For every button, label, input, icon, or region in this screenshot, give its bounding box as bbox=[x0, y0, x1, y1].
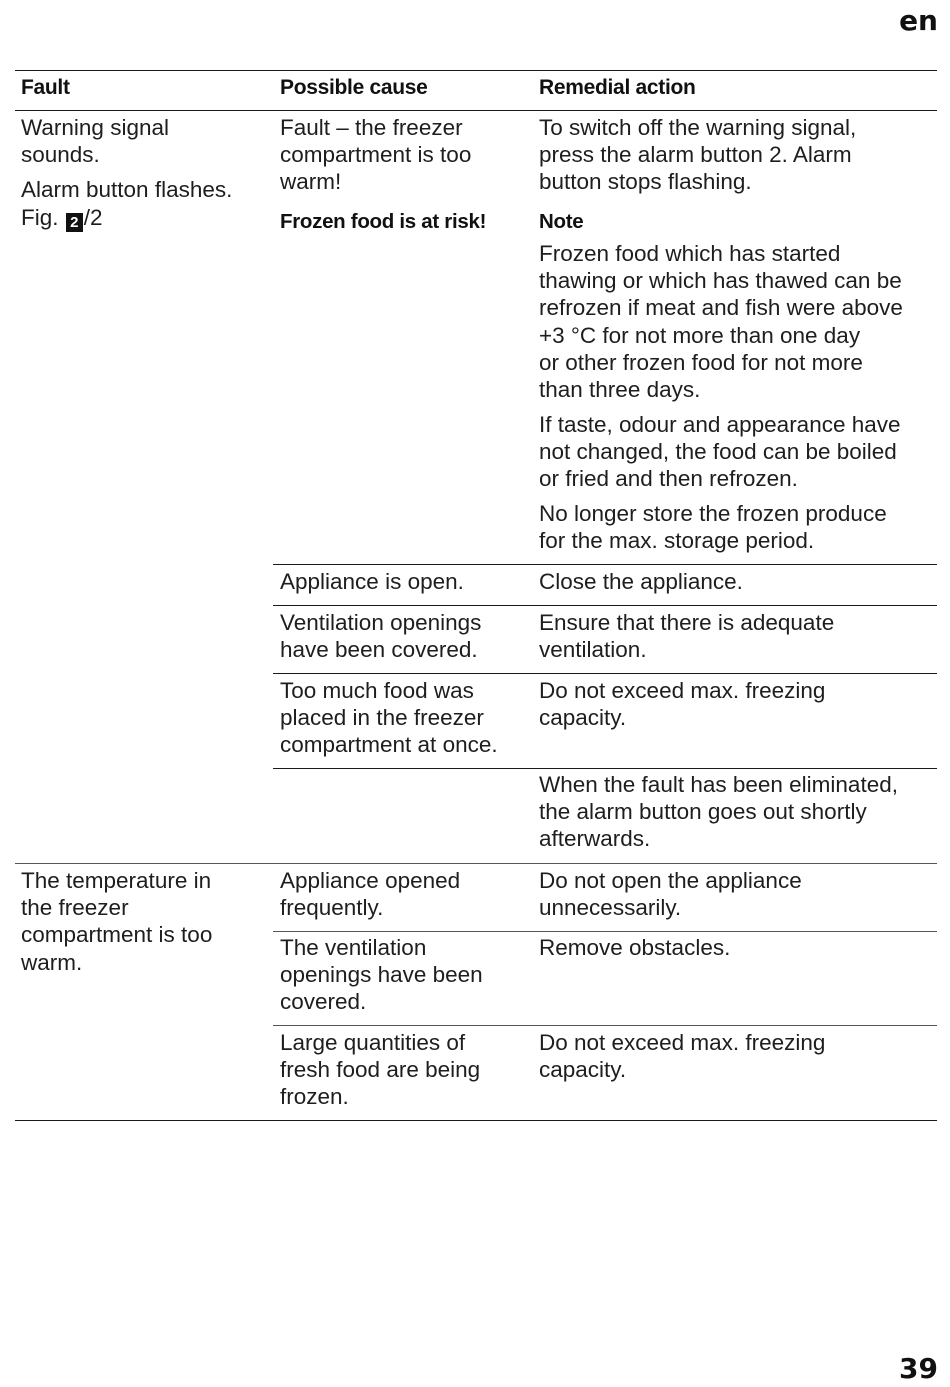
note-paragraph-taste: If taste, odour and appearance have not changed, the food can be boiled or fried and then refrozen. bbox=[539, 412, 901, 492]
table-top-rule bbox=[15, 70, 937, 71]
page-number: 39 bbox=[899, 1352, 938, 1385]
group-divider bbox=[15, 863, 937, 864]
cause-frozen-food-risk: Frozen food is at risk! bbox=[280, 210, 487, 233]
fault-warning-signal: Warning signal sounds. Alarm button flashes. Fig. 2 /2 bbox=[21, 115, 233, 231]
action-remove-obstacles: Remove obstacles. bbox=[539, 935, 731, 960]
header-remedial-action: Remedial action bbox=[539, 76, 696, 99]
header-possible-cause: Possible cause bbox=[280, 76, 428, 99]
figure-number-badge: 2 bbox=[66, 213, 83, 232]
action-switch-off-warning: To switch off the warning signal, press the alarm button 2. Alarm button stops flashing. bbox=[539, 115, 857, 195]
row-divider bbox=[273, 673, 937, 674]
cause-ventilation-openings-covered: The ventilation openings have been covered. bbox=[280, 935, 483, 1015]
action-ensure-ventilation: Ensure that there is adequate ventilation. bbox=[539, 610, 835, 663]
cause-too-much-food: Too much food was placed in the freezer compartment at once. bbox=[280, 678, 498, 758]
header-rule bbox=[15, 110, 937, 111]
row-divider bbox=[273, 768, 937, 769]
action-close-appliance: Close the appliance. bbox=[539, 569, 743, 594]
note-paragraph-storage: No longer store the frozen produce for the max. storage period. bbox=[539, 501, 887, 554]
note-label: Note bbox=[539, 210, 584, 233]
action-freezing-capacity: Do not exceed max. freezing capacity. bbox=[539, 678, 826, 731]
cause-opened-frequently: Appliance opened frequently. bbox=[280, 868, 461, 921]
cause-appliance-open: Appliance is open. bbox=[280, 569, 464, 594]
row-divider bbox=[273, 564, 937, 565]
cause-large-quantities: Large quantities of fresh food are being frozen. bbox=[280, 1030, 481, 1110]
row-divider bbox=[273, 605, 937, 606]
action-do-not-open: Do not open the appliance unnecessarily. bbox=[539, 868, 802, 921]
action-freezing-capacity-2: Do not exceed max. freezing capacity. bbox=[539, 1030, 826, 1083]
cause-fault-freezer-warm: Fault – the freezer compartment is too warm! bbox=[280, 115, 472, 195]
cause-ventilation-covered: Ventilation openings have been covered. bbox=[280, 610, 482, 663]
table-bottom-rule bbox=[15, 1120, 937, 1121]
row-divider bbox=[273, 1025, 937, 1026]
action-fault-eliminated: When the fault has been eliminated, the alarm button goes out shortly afterwards. bbox=[539, 772, 898, 852]
header-fault: Fault bbox=[21, 76, 70, 99]
row-divider bbox=[273, 931, 937, 932]
language-code: en bbox=[899, 4, 938, 37]
fault-freezer-too-warm: The temperature in the freezer compartment is too warm. bbox=[21, 868, 213, 975]
note-paragraph-refreezing: Frozen food which has started thawing or which has thawed can be refrozen if meat and fish were above +3 °C for not more than one day or other frozen food for not more than three days. bbox=[539, 241, 903, 403]
